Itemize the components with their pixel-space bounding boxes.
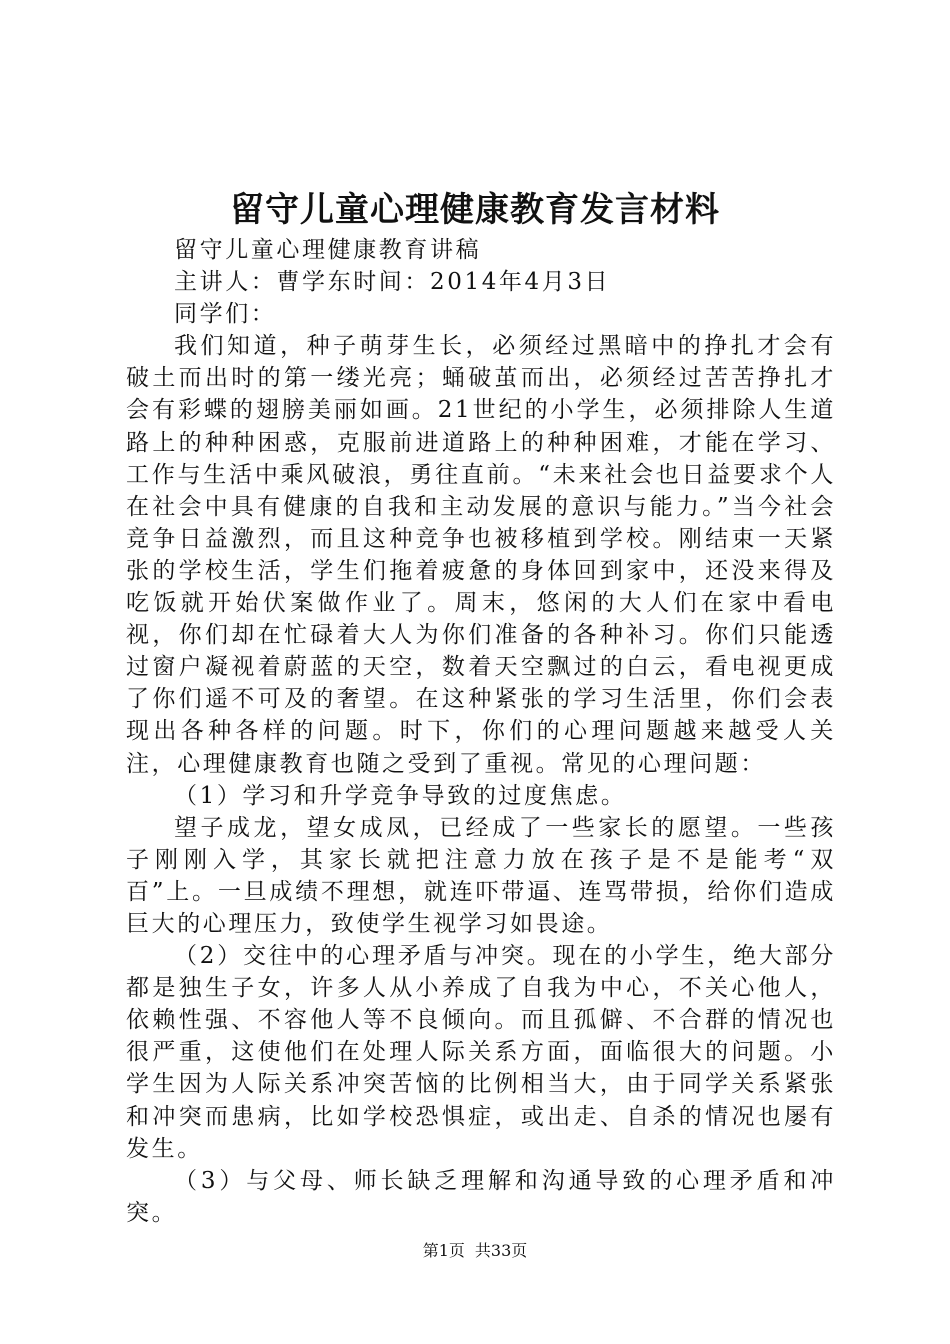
document-body — [126, 234, 836, 1229]
paragraph-item-1-heading: （1）学习和升学竞争导致的过度焦虑。 — [174, 782, 627, 809]
paragraph-subtitle: 留守儿童心理健康教育讲稿 — [174, 237, 482, 263]
paragraph-speaker: 主讲人：曹学东时间：2014年4月3日 — [174, 269, 611, 296]
paragraph-item-2: （2）交往中的心理矛盾与冲突。现在的小学生，绝大部分都是独生子女，许多人从小养成了自我为中心，不关心他人，依赖性强、不容他人等不良倾向。而且孤僻、不合群的情况也很严重，这使他们在处理人际关系方面，面临很大的问题。小学生因为人际关系冲突苦恼的比例相当大，由于同学关系紧张和冲突而患病，比如学校恐惧症，或出走、自杀的情况也屡有发生。 — [126, 943, 836, 1162]
paragraph-greeting: 同学们： — [174, 301, 277, 328]
document-title: 留守儿童心理健康教育发言材料 — [230, 190, 720, 230]
paragraph-item-3-heading: （3）与父母、师长缺乏理解和沟通导致的心理矛盾和冲突。 — [126, 1167, 836, 1226]
paragraph-item-1-body: 望子成龙，望女成凤，已经成了一些家长的愿望。一些孩子刚刚入学，其家长就把注意力放在孩子是不是能考“双百”上。一旦成绩不理想，就连吓带逼、连骂带损，给你们造成巨大的心理压力，致使学生视学习如畏途。 — [126, 814, 836, 937]
paragraph-intro: 我们知道，种子萌芽生长，必须经过黑暗中的挣扎才会有破土而出时的第一缕光亮；蛹破茧而出，必须经过苦苦挣扎才会有彩蝶的翅膀美丽如画。21世纪的小学生，必须排除人生道路上的种种困惑，克服前进道路上的种种困难，才能在学习、工作与生活中乘风破浪，勇往直前。“未来社会也日益要求个人在社会中具有健康的自我和主动发展的意识与能力。”当今社会竞争日益激烈，而且这种竞争也被移植到学校。刚结束一天紧张的学校生活，学生们拖着疲惫的身体回到家中，还没来得及吃饭就开始伏案做作业了。周末，悠闲的大人们在家中看电视，你们却在忙碌着大人为你们准备的各种补习。你们只能透过窗户凝视着蔚蓝的天空，数着天空飘过的白云，看电视更成了你们遥不可及的奢望。在这种紧张的学习生活里，你们会表现出各种各样的问题。时下，你们的心理问题越来越受人关注，心理健康教育也随之受到了重视。常见的心理问题： — [126, 333, 836, 777]
page-footer — [0, 1240, 950, 1262]
page-number: 第1页 — [422, 1241, 465, 1260]
page-total: 共33页 — [474, 1241, 528, 1260]
